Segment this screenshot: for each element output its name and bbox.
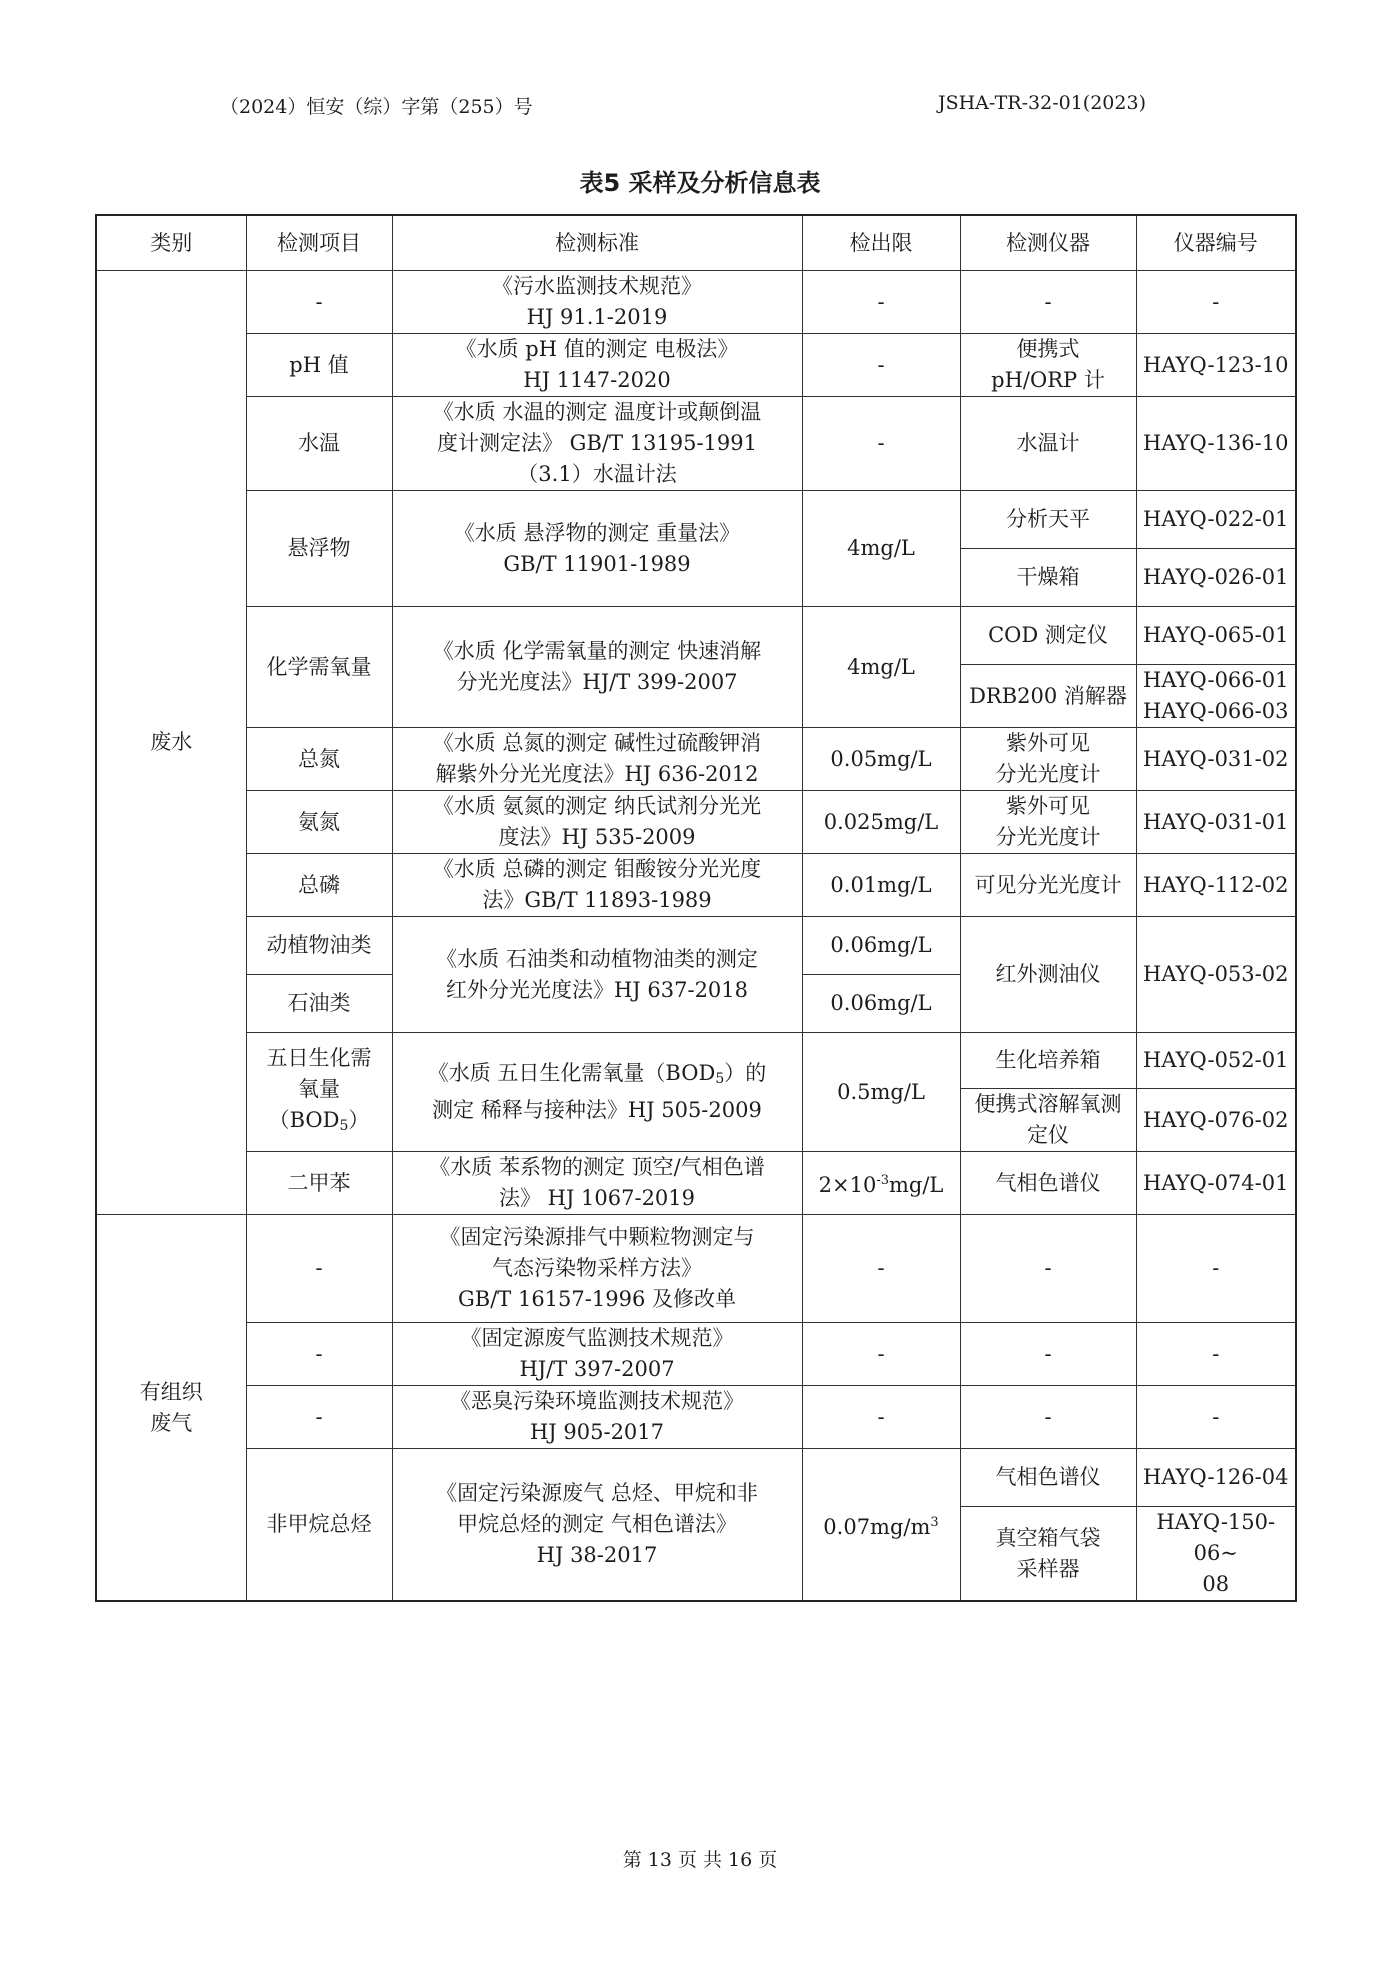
instrument-cell: - [960, 1215, 1136, 1323]
item-cell: 动植物油类 [246, 917, 392, 975]
limit-cell: 0.025mg/L [802, 791, 960, 854]
table-row [96, 334, 1296, 397]
table-row [96, 917, 1296, 975]
standard-cell: 《固定污染源废气 总烃、甲烷和非 甲烷总烃的测定 气相色谱法》 HJ 38-2017 [392, 1449, 802, 1602]
instrument-id-cell: HAYQ-052-01 [1136, 1033, 1296, 1089]
limit-cell: 0.01mg/L [802, 854, 960, 917]
limit-cell: 0.06mg/L [802, 917, 960, 975]
instrument-id-cell: HAYQ-031-02 [1136, 728, 1296, 791]
col-header-item: 检测项目 [246, 215, 392, 271]
col-header-limit: 检出限 [802, 215, 960, 271]
standard-cell: 《水质 五日生化需氧量$(BOD_5)$的 测定 稀释与接种法》HJ 505-2009 [392, 1033, 802, 1152]
standard-cell: 《水质 化学需氧量的测定 快速消解 分光光度法》HJ/T 399-2007 [392, 607, 802, 728]
instrument-id-cell: HAYQ-053-02 [1136, 917, 1296, 1033]
item-cell: 二甲苯 [246, 1152, 392, 1215]
instrument-cell: 紫外可见 分光光度计 [960, 791, 1136, 854]
instrument-id-cell: HAYQ-031-01 [1136, 791, 1296, 854]
instrument-id-cell: HAYQ-150-06~ 08 [1136, 1507, 1296, 1602]
table-row [96, 271, 1296, 334]
item-cell: 石油类 [246, 975, 392, 1033]
item-cell: pH 值 [246, 334, 392, 397]
col-header-standard: 检测标准 [392, 215, 802, 271]
standard-cell: 《水质 氨氮的测定 纳氏试剂分光光 度法》HJ 535-2009 [392, 791, 802, 854]
table-row [96, 791, 1296, 854]
instrument-cell: - [960, 1323, 1136, 1386]
instrument-cell: - [960, 271, 1136, 334]
limit-cell: $0.07mg/m^3$ [802, 1449, 960, 1602]
instrument-cell: 真空箱气袋 采样器 [960, 1507, 1136, 1602]
limit-cell: 4mg/L [802, 607, 960, 728]
limit-cell: - [802, 1215, 960, 1323]
table-row [96, 1033, 1296, 1089]
instrument-cell: 便携式溶解氧测 定仪 [960, 1089, 1136, 1152]
instrument-id-cell: HAYQ-065-01 [1136, 607, 1296, 665]
standard-cell: 《水质 pH 值的测定 电极法》 HJ 1147-2020 [392, 334, 802, 397]
standard-cell: 《水质 苯系物的测定 顶空/气相色谱 法》 HJ 1067-2019 [392, 1152, 802, 1215]
table-row [96, 1449, 1296, 1507]
category-wastewater: 废水 [96, 271, 246, 1215]
item-cell: - [246, 1386, 392, 1449]
limit-cell: 0.5mg/L [802, 1033, 960, 1152]
instrument-id-cell: HAYQ-066-01 HAYQ-066-03 [1136, 665, 1296, 728]
limit-cell: - [802, 1386, 960, 1449]
item-cell: - [246, 271, 392, 334]
instrument-id-cell: - [1136, 271, 1296, 334]
sampling-analysis-table [95, 214, 1297, 1602]
standard-cell: 《固定污染源排气中颗粒物测定与 气态污染物采样方法》 GB/T 16157-1996 及修改单 [392, 1215, 802, 1323]
table-row [96, 397, 1296, 491]
instrument-id-cell: HAYQ-126-04 [1136, 1449, 1296, 1507]
instrument-id-cell: HAYQ-123-10 [1136, 334, 1296, 397]
table-row [96, 1386, 1296, 1449]
instrument-id-cell: HAYQ-112-02 [1136, 854, 1296, 917]
item-cell: 总氮 [246, 728, 392, 791]
instrument-cell: 紫外可见 分光光度计 [960, 728, 1136, 791]
form-code: JSHA-TR-32-01(2023) [937, 92, 1146, 114]
instrument-id-cell: HAYQ-076-02 [1136, 1089, 1296, 1152]
item-cell: 五日生化需 氧量$(BOD_5)$ [246, 1033, 392, 1152]
instrument-id-cell: - [1136, 1386, 1296, 1449]
standard-cell: 《水质 水温的测定 温度计或颠倒温 度计测定法》 GB/T 13195-1991 （3.1）水温计法 [392, 397, 802, 491]
category-organized-gas: 有组织废气 [96, 1215, 246, 1602]
instrument-cell: 可见分光光度计 [960, 854, 1136, 917]
item-cell: - [246, 1323, 392, 1386]
table-row [96, 1323, 1296, 1386]
instrument-id-cell: HAYQ-074-01 [1136, 1152, 1296, 1215]
instrument-id-cell: HAYQ-022-01 [1136, 491, 1296, 549]
limit-cell: - [802, 397, 960, 491]
report-number: （2024）恒安（综）字第（255）号 [220, 96, 533, 118]
limit-cell: - [802, 1323, 960, 1386]
instrument-cell: DRB200 消解器 [960, 665, 1136, 728]
col-header-category: 类别 [96, 215, 246, 271]
table-row [96, 728, 1296, 791]
instrument-cell: 生化培养箱 [960, 1033, 1136, 1089]
instrument-cell: 红外测油仪 [960, 917, 1136, 1033]
item-cell: 化学需氧量 [246, 607, 392, 728]
instrument-cell: 气相色谱仪 [960, 1449, 1136, 1507]
instrument-id-cell: HAYQ-136-10 [1136, 397, 1296, 491]
limit-cell: 0.05mg/L [802, 728, 960, 791]
instrument-cell: 分析天平 [960, 491, 1136, 549]
table-row [96, 607, 1296, 665]
item-cell: - [246, 1215, 392, 1323]
standard-cell: 《水质 总磷的测定 钼酸铵分光光度 法》GB/T 11893-1989 [392, 854, 802, 917]
item-cell: 总磷 [246, 854, 392, 917]
table-row [96, 1152, 1296, 1215]
table-title: 表5 采样及分析信息表 [579, 169, 821, 197]
limit-cell: $2\times 10^{-3}mg/L$ [802, 1152, 960, 1215]
page-number: 第 13 页 共 16 页 [622, 1849, 778, 1871]
item-cell: 水温 [246, 397, 392, 491]
standard-cell: 《固定源废气监测技术规范》 HJ/T 397-2007 [392, 1323, 802, 1386]
table-row [96, 491, 1296, 549]
instrument-cell: 便携式 pH/ORP 计 [960, 334, 1136, 397]
limit-cell: 4mg/L [802, 491, 960, 607]
standard-cell: 《水质 总氮的测定 碱性过硫酸钾消 解紫外分光光度法》HJ 636-2012 [392, 728, 802, 791]
item-cell: 非甲烷总烃 [246, 1449, 392, 1602]
instrument-id-cell: - [1136, 1323, 1296, 1386]
col-header-instrument-id: 仪器编号 [1136, 215, 1296, 271]
instrument-cell: 水温计 [960, 397, 1136, 491]
table-header-row [96, 215, 1296, 271]
table-row [96, 1215, 1296, 1323]
instrument-id-cell: HAYQ-026-01 [1136, 549, 1296, 607]
instrument-cell: 干燥箱 [960, 549, 1136, 607]
standard-cell: 《水质 石油类和动植物油类的测定 红外分光光度法》HJ 637-2018 [392, 917, 802, 1033]
limit-cell: - [802, 334, 960, 397]
standard-cell: 《污水监测技术规范》 HJ 91.1-2019 [392, 271, 802, 334]
standard-cell: 《恶臭污染环境监测技术规范》 HJ 905-2017 [392, 1386, 802, 1449]
table-row [96, 854, 1296, 917]
item-cell: 氨氮 [246, 791, 392, 854]
instrument-id-cell: - [1136, 1215, 1296, 1323]
item-cell: 悬浮物 [246, 491, 392, 607]
instrument-cell: 气相色谱仪 [960, 1152, 1136, 1215]
limit-cell: - [802, 271, 960, 334]
standard-cell: 《水质 悬浮物的测定 重量法》 GB/T 11901-1989 [392, 491, 802, 607]
instrument-cell: COD 测定仪 [960, 607, 1136, 665]
col-header-instrument: 检测仪器 [960, 215, 1136, 271]
instrument-cell: - [960, 1386, 1136, 1449]
limit-cell: 0.06mg/L [802, 975, 960, 1033]
